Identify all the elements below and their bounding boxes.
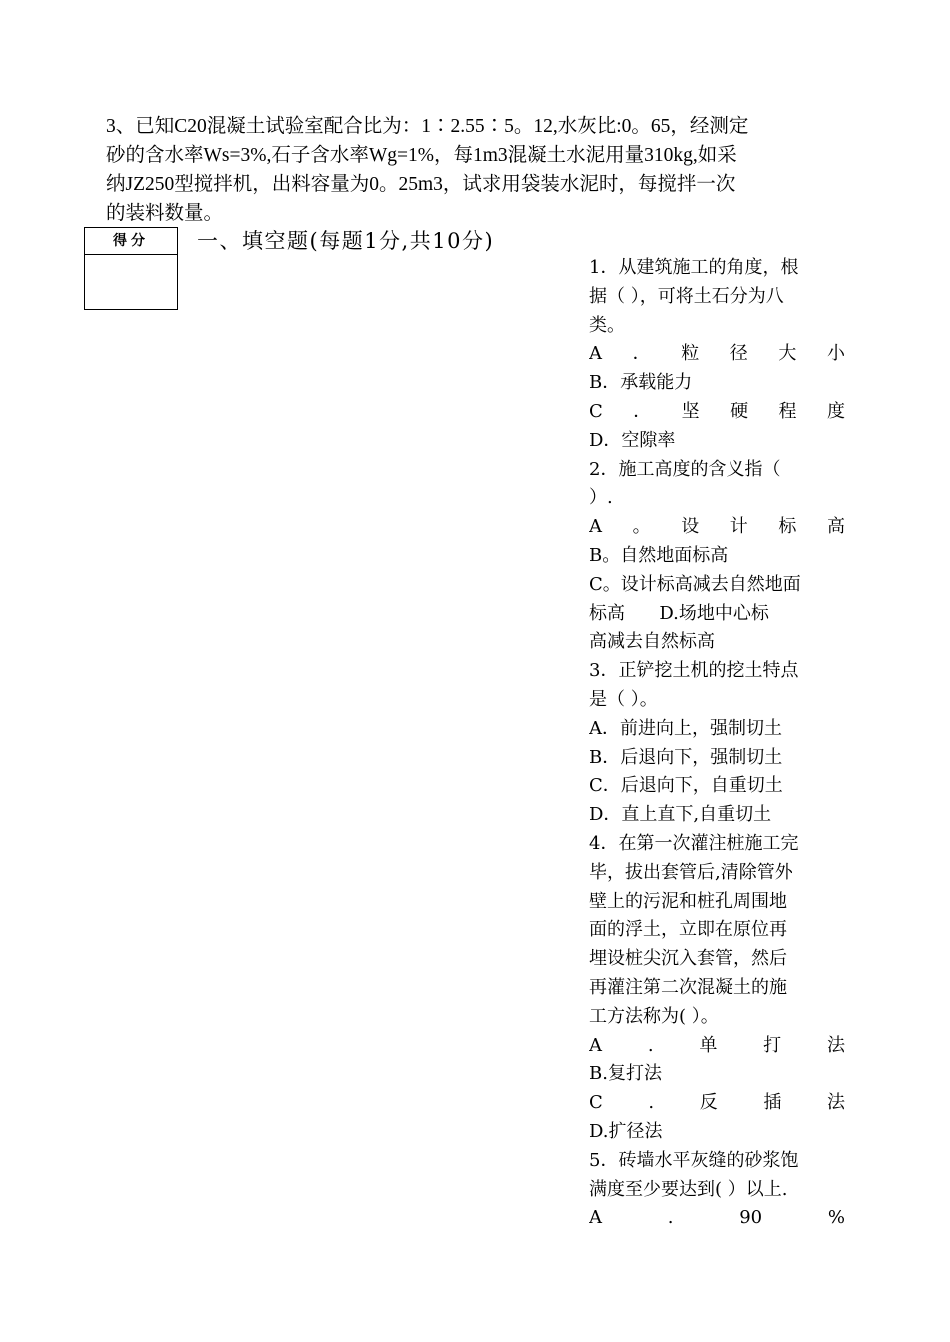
question-5-line: 满度至少要达到( ）以上. <box>589 1178 788 1200</box>
question-2-line: ）. <box>589 487 613 509</box>
question-4-line: 埋设桩尖沉入套管，然后 <box>589 948 787 970</box>
question-2-option-a: A 。 设 计 标 高 <box>589 516 845 538</box>
problem-line: 纳JZ250型搅拌机，出料容量为0。25m3，试求用袋装水泥时，每搅拌一次 <box>106 174 736 195</box>
question-3-option-d: D．直上直下,自重切土 <box>589 804 772 826</box>
question-4-line: 毕，拔出套管后,清除管外 <box>589 861 793 883</box>
question-5-option-a: A . 90 % <box>589 1207 845 1229</box>
question-1-line: 据（ ），可将土石分为八 <box>589 285 784 307</box>
question-4-option-d: D.扩径法 <box>589 1120 663 1142</box>
question-3-option-c: C．后退向下，自重切土 <box>589 775 783 797</box>
score-box <box>84 227 178 310</box>
question-1-option-d: D．空隙率 <box>589 429 676 451</box>
problem-line: 的装料数量。 <box>106 203 224 224</box>
question-2-option-c-d: 标高 D.场地中心标 <box>589 602 769 624</box>
question-2-line: 2．施工高度的含义指（ <box>589 458 781 480</box>
question-4-option-a: A . 单 打 法 <box>589 1034 845 1056</box>
question-3-line: 是（ ）。 <box>589 688 658 710</box>
question-3-option-a: A．前进向上，强制切土 <box>589 717 782 739</box>
question-4-option-b: B.复打法 <box>589 1063 662 1085</box>
question-4-option-c: C . 反 插 法 <box>589 1092 845 1114</box>
question-2-option-d: 高减去自然标高 <box>589 631 715 653</box>
question-1-option-a: A ． 粒 径 大 小 <box>589 343 845 365</box>
question-4-line: 壁上的污泥和桩孔周围地 <box>589 890 787 912</box>
question-1-line: 类。 <box>589 314 625 336</box>
question-4-line: 面的浮土，立即在原位再 <box>589 919 787 941</box>
question-column <box>589 254 845 1233</box>
question-1-option-b: B．承载能力 <box>589 372 693 394</box>
problem-text <box>106 112 846 228</box>
question-1-line: 1．从建筑施工的角度，根 <box>589 257 799 278</box>
question-3-option-b: B．后退向下，强制切土 <box>589 746 783 768</box>
question-4-line: 工方法称为( ）。 <box>589 1005 719 1027</box>
question-2-option-c: C。设计标高减去自然地面 <box>589 573 801 595</box>
question-1-option-c: C ． 坚 硬 程 度 <box>589 400 845 422</box>
question-2-option-b: B。自然地面标高 <box>589 544 729 566</box>
question-5-line: 5．砖墙水平灰缝的砂浆饱 <box>589 1149 799 1171</box>
problem-line: 3、已知C20混凝土试验室配合比为：1∶2.55∶5。12,水灰比:0。65，经测定 <box>106 116 749 137</box>
question-4-line: 再灌注第二次混凝土的施 <box>589 976 787 998</box>
question-3-line: 3．正铲挖土机的挖土特点 <box>589 660 799 682</box>
score-box-label: 得分 <box>85 228 177 255</box>
problem-line: 砂的含水率Ws=3%,石子含水率Wg=1%，每1m3混凝土水泥用量310kg,如采 <box>106 145 737 166</box>
section-title: 一、填空题(每题1分,共10分) <box>197 229 495 253</box>
question-4-line: 4．在第一次灌注桩施工完 <box>589 832 799 854</box>
